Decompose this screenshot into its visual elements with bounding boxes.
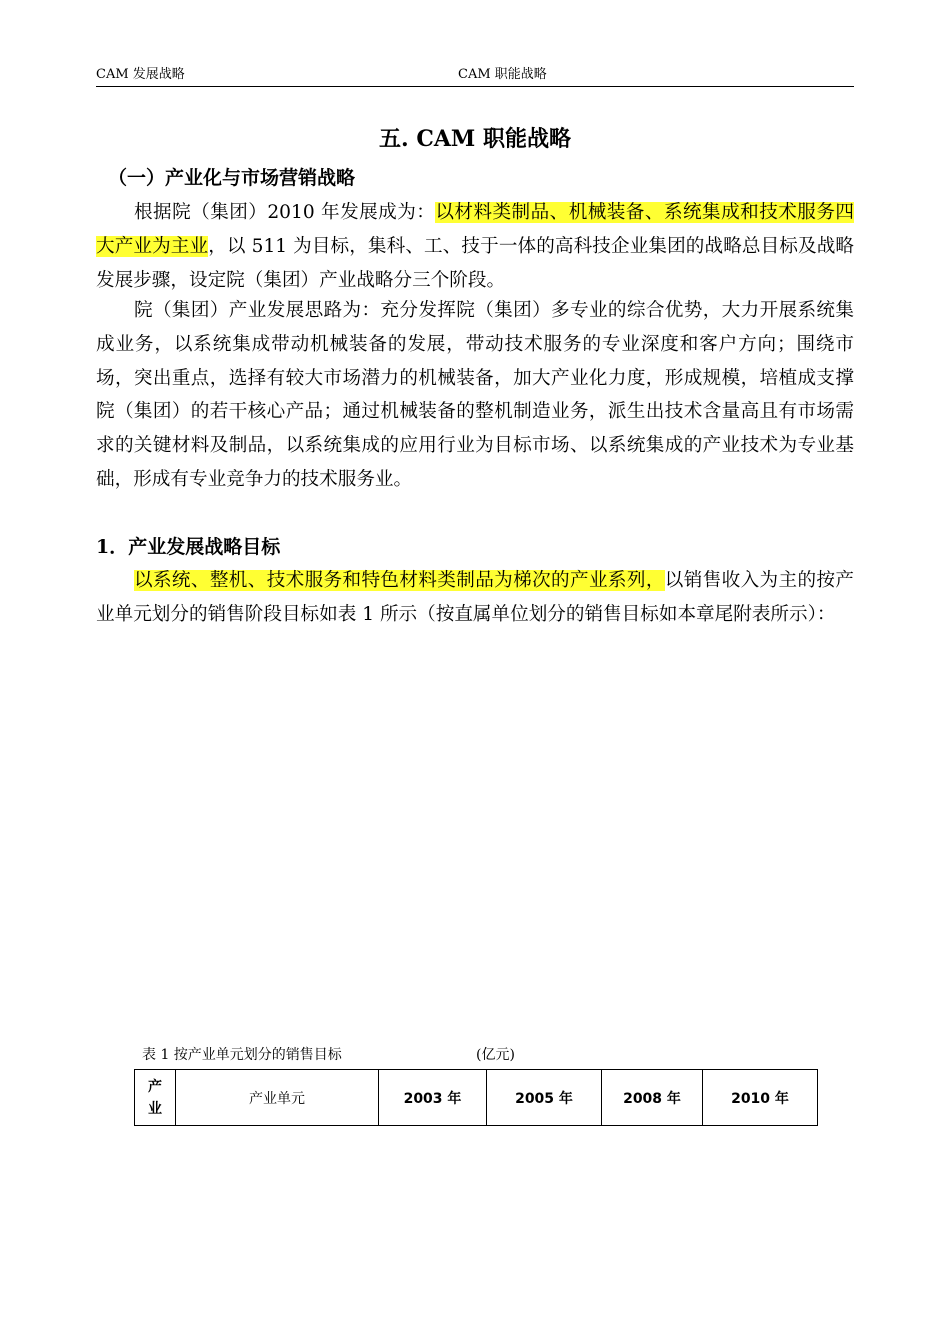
page-title: 五. CAM 职能战略 [379,126,571,152]
table-unit: (亿元) [476,1047,515,1063]
paragraph-sales-target [96,564,854,632]
header-left-text: CAM 发展战略 [96,67,185,82]
paragraph-text: ，以 511 为目标，集科、工、技于一体的高科技企业集团的战略总目标及战略发展步骤，设定院（集团）产业战略分三个阶段。 [96,235,854,291]
table-header-cell: 2005 年 [487,1070,602,1126]
paragraph-industry-goal [96,196,854,297]
highlighted-text: 以系统、整机、技术服务和特色材料类制品为梯次的产业系列， [134,570,665,591]
table-caption [142,1047,515,1063]
sales-target-table [134,1069,818,1126]
paragraph-text: 以销售收入为主的按产业单元划分的销售阶段目标如表 1 所示（按直属单位划分的销售目标如本章尾附表所示）： [96,570,854,625]
page-header [96,68,854,87]
header-industry: 产业 [148,1078,162,1117]
table-header-cell: 产业单元 [176,1070,379,1126]
table-header-cell [135,1070,176,1126]
section-heading: （一）产业化与市场营销战略 [108,167,356,189]
paragraph-industry-approach: 院（集团）产业发展思路为：充分发挥院（集团）多专业的综合优势，大力开展系统集成业务，以系统集成带动机械装备的发展，带动技术服务的专业深度和客户方向；围绕市场，突出重点，选择有较大市场潜力的机械装备，加大产业化力度，形成规模，培植成支撑院（集团）的若干核心产品；通过机械装备的整机制造业务，派生出技术含量高且有市场需求的关键材料及制品，以系统集成的应用行业为目标市场、以系统集成的产业技术为专业基础，形成有专业竞争力的技术服务业。 [96,300,854,490]
header-center-text: CAM 职能战略 [458,67,547,82]
table-header-row [135,1070,818,1126]
subsection-heading: 1．产业发展战略目标 [96,536,281,558]
table-caption-text: 表 1 按产业单元划分的销售目标 [142,1047,342,1063]
paragraph-text: 根据院（集团）2010 年发展成为： [134,202,436,223]
highlighted-text: 以材料类制品、机械装备、系统集成和技术服务四大产业为主业 [96,202,854,257]
table-header-cell: 2008 年 [602,1070,703,1126]
table-header-cell: 2003 年 [379,1070,487,1126]
table-header-cell: 2010 年 [703,1070,818,1126]
